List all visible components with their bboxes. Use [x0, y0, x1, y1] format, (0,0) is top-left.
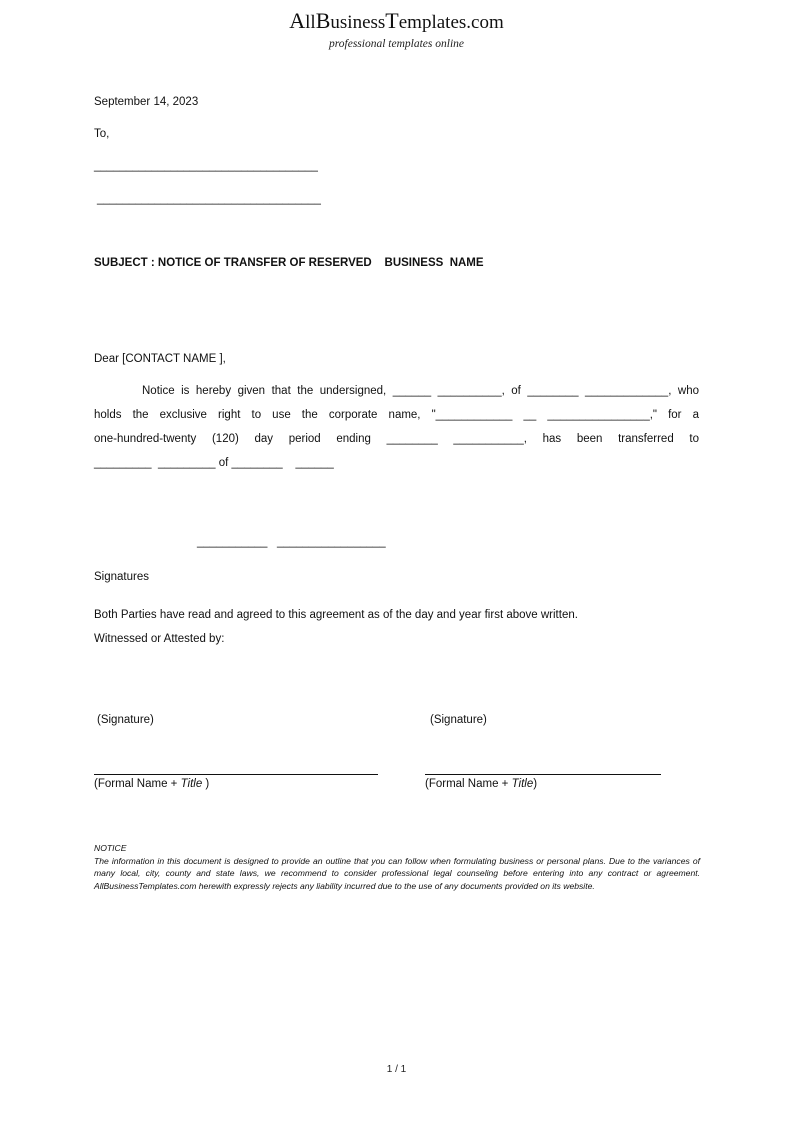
brand-tagline: professional templates online	[328, 38, 464, 50]
formal-name-title: Title	[180, 778, 203, 790]
body-line-1: Notice is hereby given that the undersigned, ______ __________, of ________ _____________, who	[142, 385, 699, 397]
formal-name-suffix: )	[202, 778, 210, 790]
signature-line-right	[425, 774, 661, 775]
brand-initial-a: A	[289, 8, 306, 33]
notice-heading: NOTICE	[94, 843, 127, 853]
brand-text-usiness: usiness	[330, 12, 386, 33]
legal-notice	[94, 842, 700, 893]
brand-text-ll: ll	[305, 12, 316, 33]
subject-line: SUBJECT : NOTICE OF TRANSFER OF RESERVED BUSINESS NAME	[94, 257, 484, 269]
signature-label-right: (Signature)	[430, 714, 487, 726]
body-line-2: holds the exclusive right to use the corporate name, "____________ __ ________________," for a	[94, 409, 699, 421]
recipient-address-line-1: ___________________________________	[94, 160, 318, 172]
recipient-address-line-2: ___________________________________	[97, 193, 321, 205]
signature-label-left: (Signature)	[97, 714, 154, 726]
formal-name-right	[425, 778, 537, 790]
brand-text-emplates: emplates.com	[398, 12, 504, 33]
witness-statement: Witnessed or Attested by:	[94, 633, 225, 645]
page-number: 1 / 1	[386, 1064, 407, 1075]
body-line-4: _________ _________ of ________ ______	[94, 457, 334, 469]
recipient-to: To,	[94, 128, 110, 140]
formal-name-suffix: )	[533, 778, 538, 790]
formal-name-prefix: (Formal Name +	[425, 778, 512, 790]
salutation: Dear [CONTACT NAME ],	[94, 353, 226, 365]
formal-name-title: Title	[511, 778, 534, 790]
formal-name-prefix: (Formal Name +	[94, 778, 181, 790]
signature-line-left	[94, 774, 378, 775]
signatures-label: Signatures	[94, 571, 149, 583]
notice-body: The information in this document is designed to provide an outline that you can follow when formulating business or personal plans. Due to the variances of many local, city, county and state laws, we recommend to consider professional legal counseling before entering into any contract or agreement. AllBusinessTemplates.com herewith expressly rejects any liability incurred due to the use of any documents provided on its website.	[94, 855, 700, 892]
letter-date: September 14, 2023	[94, 96, 199, 108]
brand-initial-t: T	[385, 8, 399, 33]
brand-initial-b: B	[315, 8, 331, 33]
body-line-3: one-hundred-twenty (120) day period ending ________ ___________, has been transferred to	[94, 433, 699, 445]
formal-name-left	[94, 778, 209, 790]
site-brand-logo[interactable]	[0, 8, 793, 34]
agreement-statement: Both Parties have read and agreed to this agreement as of the day and year first above written.	[94, 609, 578, 621]
blank-fill-line: ___________ _________________	[197, 536, 386, 548]
